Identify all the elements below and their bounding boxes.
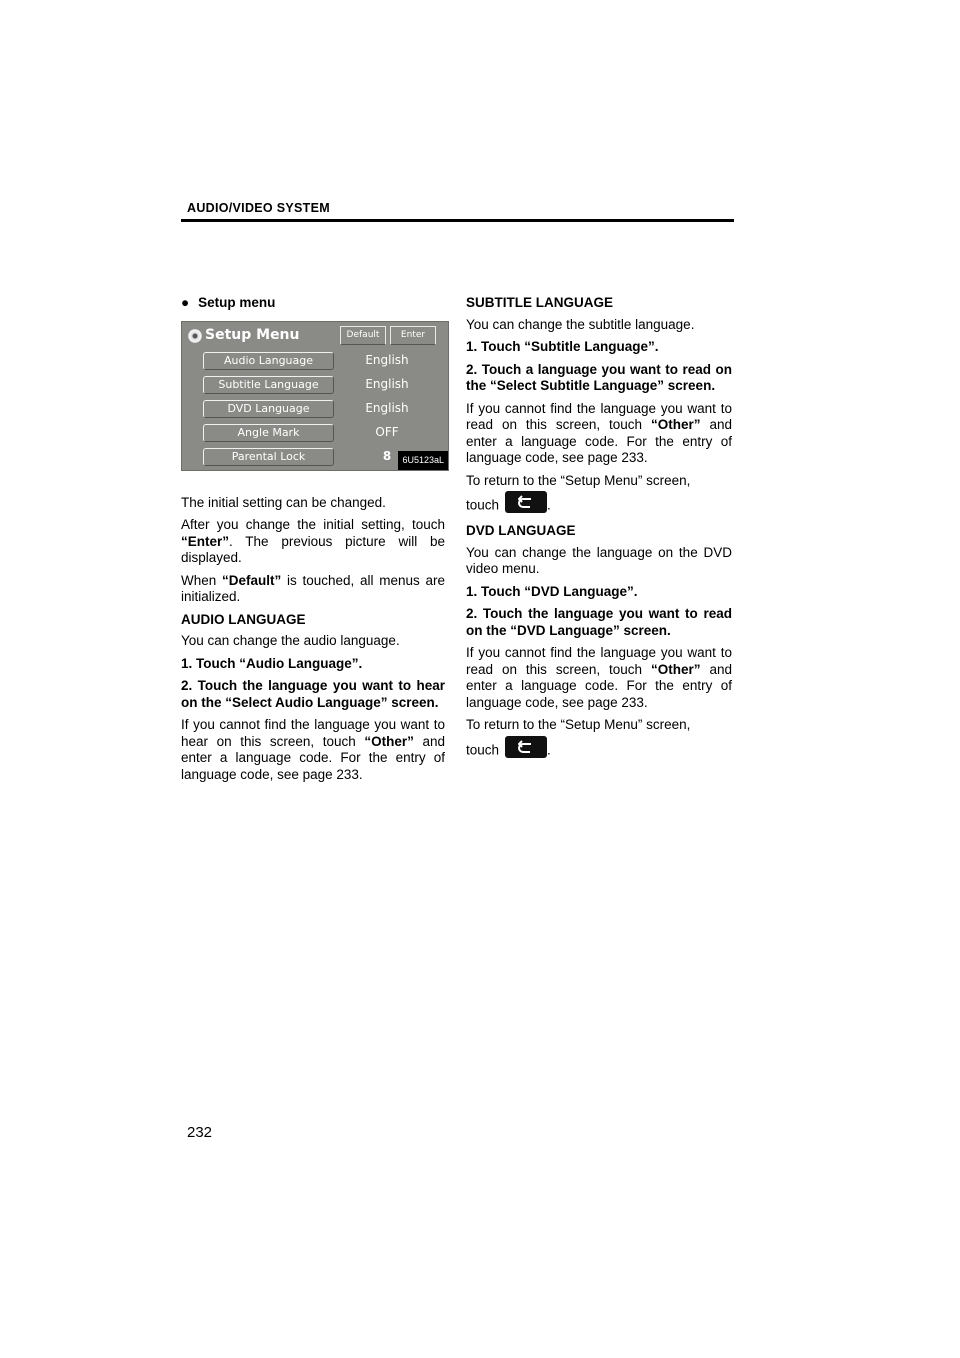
bullet-icon: ● — [181, 295, 190, 310]
return-arrow-icon — [505, 491, 547, 513]
angle-mark-button[interactable]: Angle Mark — [203, 424, 334, 442]
paragraph: You can change the subtitle language. — [466, 316, 695, 332]
parental-lock-value: 8 — [382, 448, 392, 463]
step: 2. Touch the language you want to read on the “DVD Language” screen. — [466, 606, 732, 638]
heading-audio-language: AUDIO LANGUAGE — [181, 611, 306, 627]
paragraph: To return to the “Setup Menu” screen, — [466, 472, 691, 488]
paragraph: You can change the audio language. — [181, 633, 400, 648]
right-column — [466, 295, 732, 768]
paragraph: touch . — [466, 495, 732, 517]
header-rule — [181, 219, 734, 222]
audio-language-value: English — [365, 352, 409, 367]
dvd-language-value: English — [365, 400, 409, 415]
default-button[interactable]: Default — [340, 326, 386, 345]
left-column — [181, 295, 445, 789]
paragraph: After you change the initial setting, touch “Enter”. The previous picture will be displayed. — [181, 517, 445, 565]
step: 2. Touch the language you want to hear on the “Select Audio Language” screen. — [181, 678, 445, 710]
paragraph: If you cannot find the language you want to read on this screen, touch “Other” and enter a language code. For the entry of language code, see page 233. — [466, 645, 732, 710]
image-code: 6U5123aL — [398, 451, 448, 470]
subtitle-language-button[interactable]: Subtitle Language — [203, 376, 334, 394]
step: 2. Touch a language you want to read on the “Select Subtitle Language” screen. — [466, 361, 732, 393]
screen-title: Setup Menu — [205, 326, 300, 343]
subtitle-language-value: English — [365, 376, 409, 391]
paragraph: You can change the language on the DVD video menu. — [466, 544, 732, 576]
bullet-label: Setup menu — [198, 295, 276, 310]
paragraph: The initial setting can be changed. — [181, 494, 386, 510]
setup-menu-screenshot — [181, 321, 449, 471]
return-arrow-icon — [505, 736, 547, 758]
bullet-heading — [181, 295, 445, 312]
angle-mark-value: OFF — [375, 424, 399, 439]
heading-dvd-language: DVD LANGUAGE — [466, 523, 576, 538]
paragraph: touch . — [466, 740, 732, 762]
dvd-language-button[interactable]: DVD Language — [203, 400, 334, 418]
paragraph: If you cannot find the language you want to read on this screen, touch “Other” and enter a language code. For the entry of language code, see page 233. — [466, 400, 732, 465]
page-number: 232 — [187, 1124, 213, 1141]
enter-button[interactable]: Enter — [390, 326, 436, 345]
paragraph: When “Default” is touched, all menus are initialized. — [181, 572, 445, 604]
paragraph: To return to the “Setup Menu” screen, — [466, 717, 691, 732]
audio-language-button[interactable]: Audio Language — [203, 352, 334, 370]
disc-icon — [188, 329, 202, 343]
step: 1. Touch “DVD Language”. — [466, 583, 638, 599]
heading-subtitle-language: SUBTITLE LANGUAGE — [466, 295, 613, 310]
step: 1. Touch “Audio Language”. — [181, 655, 363, 671]
step: 1. Touch “Subtitle Language”. — [466, 339, 659, 354]
parental-lock-button[interactable]: Parental Lock — [203, 448, 334, 466]
section-header: AUDIO/VIDEO SYSTEM — [187, 201, 330, 215]
paragraph: If you cannot find the language you want to hear on this screen, touch “Other” and enter a language code. For the entry of language code, see page 233. — [181, 717, 445, 782]
